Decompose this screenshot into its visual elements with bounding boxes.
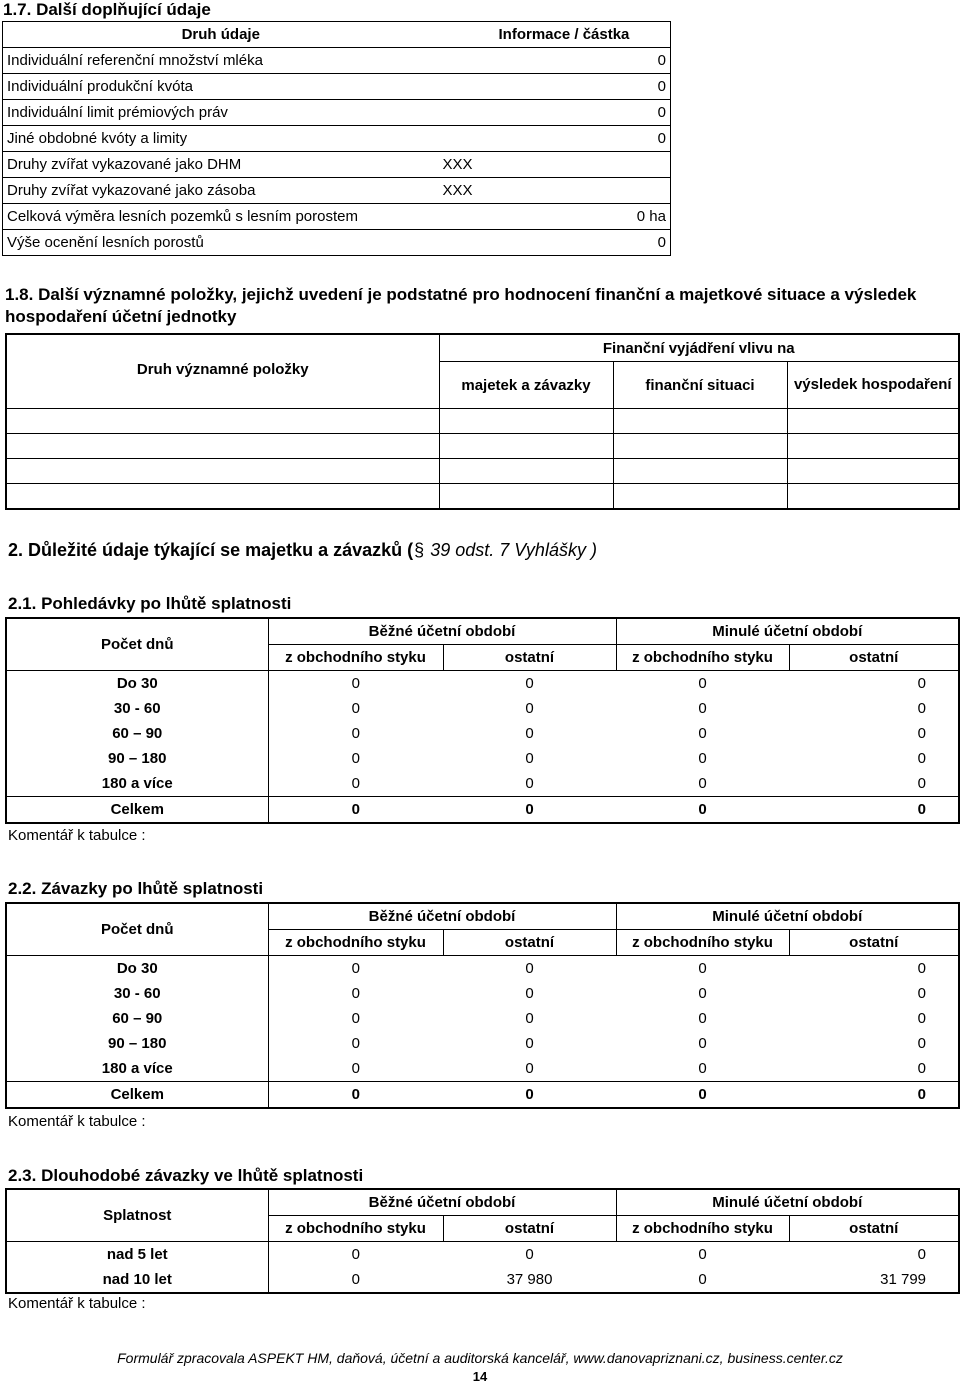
row-label: 30 - 60 — [113, 985, 161, 1002]
cell: 0 — [917, 985, 927, 1002]
table-row — [6, 459, 959, 484]
cell: 0 — [698, 985, 707, 1002]
cell: 0 — [525, 1246, 534, 1263]
row-mid: XXX — [439, 152, 499, 178]
row-header: Počet dnů — [100, 636, 174, 653]
cell: 0 — [698, 1246, 707, 1263]
table-row — [6, 981, 959, 1006]
section-2-3-title: 2.3. Dlouhodobé závazky ve lhůtě splatnosti — [8, 1166, 364, 1185]
table-row — [3, 48, 671, 74]
cell: 0 — [698, 1060, 707, 1077]
col-header-druh-polozky: Druh významné položky — [6, 334, 439, 409]
cell: 0 — [525, 725, 534, 742]
row-label: 60 – 90 — [112, 1010, 163, 1027]
row-label: Druhy zvířat vykazované jako zásoba — [3, 178, 439, 204]
cell: 0 — [698, 1035, 707, 1052]
table-row — [6, 797, 959, 824]
section-2-2-title: 2.2. Závazky po lhůtě splatnosti — [8, 879, 264, 898]
sub-header: z obchodního styku — [616, 645, 789, 671]
row-value: 0 ha — [499, 204, 671, 230]
cell: 0 — [917, 750, 927, 767]
col-header-druh-udaje: Druh údaje — [3, 22, 439, 48]
cell: 0 — [525, 960, 534, 977]
cell: 0 — [698, 675, 707, 692]
row-mid — [439, 204, 499, 230]
cell: 0 — [443, 1082, 616, 1109]
cell: 0 — [525, 700, 534, 717]
sub-header: z obchodního styku — [616, 930, 789, 956]
row-mid — [439, 230, 499, 256]
table-row — [6, 484, 959, 510]
table-2-1 — [5, 617, 960, 824]
table-1-8 — [5, 333, 960, 510]
cell: 0 — [268, 981, 443, 1006]
col-header-group: Finanční vyjádření vlivu na — [439, 334, 959, 362]
cell: 0 — [917, 675, 927, 692]
sub-header: ostatní — [789, 645, 959, 671]
row-header: Počet dnů — [100, 921, 174, 938]
table-row — [6, 956, 959, 982]
comment-label: Komentář k tabulce : — [8, 827, 146, 844]
cell: 0 — [616, 1082, 789, 1109]
cell: 0 — [525, 775, 534, 792]
cell: 0 — [917, 700, 927, 717]
row-value: 0 — [499, 126, 671, 152]
footer-text: Formulář zpracovala ASPEKT HM, daňová, účetní a auditorská kancelář, www.danovapriznani.cz, business.center.cz — [117, 1350, 843, 1366]
table-row — [3, 126, 671, 152]
cell: 0 — [698, 700, 707, 717]
row-label: 180 a více — [101, 1060, 173, 1077]
row-label: Druhy zvířat vykazované jako DHM — [3, 152, 439, 178]
sub-header: ostatní — [443, 645, 616, 671]
cell: 31 799 — [880, 1271, 927, 1288]
row-mid — [439, 126, 499, 152]
period-prev: Minulé účetní období — [616, 618, 959, 645]
row-label: Do 30 — [6, 956, 268, 982]
cell: 0 — [789, 1082, 959, 1109]
sub-header: ostatní — [789, 930, 959, 956]
row-label: Celková výměra lesních pozemků s lesním porostem — [3, 204, 439, 230]
cell: 0 — [698, 750, 707, 767]
page-number: 14 — [472, 1369, 488, 1384]
table-row — [6, 746, 959, 771]
section-1-7-title: 1.7. Další doplňující údaje — [3, 0, 211, 19]
section-sign-icon: § — [414, 540, 425, 560]
section-2-title: 2. Důležité údaje týkající se majetku a závazků (§ 39 odst. 7 Vyhlášky ) — [8, 540, 597, 560]
table-row — [6, 1006, 959, 1031]
cell: 0 — [917, 1035, 927, 1052]
cell: 0 — [917, 960, 927, 977]
row-label: Výše ocenění lesních porostů — [7, 234, 204, 251]
table-row — [6, 1082, 959, 1109]
row-label: 180 a více — [101, 775, 173, 792]
row-header: Splatnost — [103, 1207, 172, 1224]
sub-header: z obchodního styku — [268, 1216, 443, 1242]
table-row — [3, 230, 671, 256]
cell: 0 — [698, 960, 707, 977]
row-mid: XXX — [439, 178, 499, 204]
period-current: Běžné účetní období — [268, 903, 616, 930]
comment-label: Komentář k tabulce : — [8, 1295, 146, 1312]
period-current: Běžné účetní období — [268, 618, 616, 645]
table-row — [6, 1242, 959, 1268]
row-label: 30 - 60 — [113, 700, 161, 717]
table-row — [3, 74, 671, 100]
table-row — [6, 1031, 959, 1056]
cell: 0 — [268, 1082, 443, 1109]
cell: 0 — [268, 797, 443, 824]
cell: 0 — [268, 1267, 443, 1293]
row-label: nad 5 let — [6, 1242, 268, 1268]
row-value — [499, 178, 671, 204]
row-label: Jiné obdobné kvóty a limity — [3, 126, 439, 152]
table-row — [6, 671, 959, 697]
cell: 0 — [525, 750, 534, 767]
sub-header: z obchodního styku — [268, 930, 443, 956]
row-label: 90 – 180 — [108, 750, 167, 767]
table-row — [3, 204, 671, 230]
sub-header: ostatní — [443, 930, 616, 956]
sub-header: ostatní — [789, 1216, 959, 1242]
col-header-majetek: majetek a závazky — [439, 362, 613, 409]
cell: 0 — [268, 1056, 443, 1082]
row-label: Celkem — [6, 1082, 268, 1109]
cell: 37 980 — [506, 1271, 553, 1288]
sub-header: z obchodního styku — [268, 645, 443, 671]
row-value: 0 — [499, 48, 671, 74]
period-prev: Minulé účetní období — [616, 903, 959, 930]
table-row — [3, 100, 671, 126]
cell: 0 — [698, 725, 707, 742]
row-mid — [439, 100, 499, 126]
col-header-financni: finanční situaci — [613, 362, 787, 409]
cell: 0 — [698, 1271, 707, 1288]
row-value: 0 — [499, 74, 671, 100]
row-label: nad 10 let — [102, 1271, 172, 1288]
table-row — [3, 152, 671, 178]
row-label: Individuální limit prémiových práv — [3, 100, 439, 126]
table-row — [3, 178, 671, 204]
table-row — [6, 1267, 959, 1293]
col-header-informace: Informace / částka — [499, 22, 671, 48]
table-row — [6, 1056, 959, 1082]
cell: 0 — [789, 797, 959, 824]
cell: 0 — [268, 1006, 443, 1031]
cell: 0 — [917, 1246, 927, 1263]
cell: 0 — [268, 721, 443, 746]
row-label: Celkem — [6, 797, 268, 824]
cell: 0 — [698, 775, 707, 792]
cell: 0 — [917, 725, 927, 742]
section-2-1-title: 2.1. Pohledávky po lhůtě splatnosti — [8, 594, 292, 613]
row-label: Individuální referenční množství mléka — [3, 48, 439, 74]
cell: 0 — [268, 671, 443, 697]
comment-label: Komentář k tabulce : — [8, 1113, 146, 1130]
cell: 0 — [525, 985, 534, 1002]
col-header-vysledek: výsledek hospodaření — [787, 362, 959, 409]
cell: 0 — [268, 1242, 443, 1268]
sub-header: z obchodního styku — [616, 1216, 789, 1242]
table-row — [6, 409, 959, 434]
cell: 0 — [525, 1035, 534, 1052]
cell: 0 — [698, 1010, 707, 1027]
table-2-3 — [5, 1188, 960, 1294]
row-value — [499, 152, 671, 178]
cell: 0 — [525, 675, 534, 692]
cell: 0 — [443, 797, 616, 824]
cell: 0 — [268, 956, 443, 982]
row-label: 90 – 180 — [108, 1035, 167, 1052]
table-row — [6, 434, 959, 459]
table-row — [6, 771, 959, 797]
cell: 0 — [525, 1010, 534, 1027]
row-label: 60 – 90 — [112, 725, 163, 742]
period-current: Běžné účetní období — [268, 1189, 616, 1216]
cell: 0 — [268, 696, 443, 721]
cell: 0 — [525, 1060, 534, 1077]
cell: 0 — [616, 797, 789, 824]
section-1-8-title: 1.8. Další významné položky, jejichž uvedení je podstatné pro hodnocení finanční a majetkové situace a výsledek hospodaření účetní jednotky — [5, 285, 917, 326]
cell: 0 — [268, 1031, 443, 1056]
table-2-2 — [5, 902, 960, 1109]
row-label: Individuální produkční kvóta — [3, 74, 439, 100]
sub-header: ostatní — [443, 1216, 616, 1242]
cell: 0 — [268, 746, 443, 771]
cell: 0 — [917, 775, 927, 792]
row-mid — [439, 74, 499, 100]
row-value: 0 — [499, 100, 671, 126]
row-label: Do 30 — [6, 671, 268, 697]
cell: 0 — [917, 1060, 927, 1077]
row-value: 0 — [657, 234, 666, 251]
table-1-7 — [2, 21, 671, 256]
row-mid — [439, 48, 499, 74]
cell: 0 — [268, 771, 443, 797]
table-row — [6, 721, 959, 746]
table-row — [6, 696, 959, 721]
cell: 0 — [917, 1010, 927, 1027]
period-prev: Minulé účetní období — [616, 1189, 959, 1216]
